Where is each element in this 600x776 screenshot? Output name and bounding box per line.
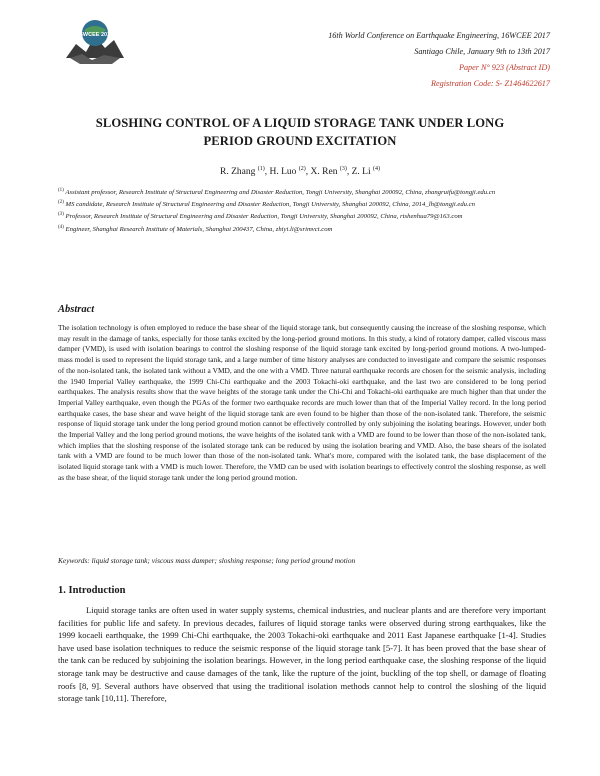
- author-mark: (4): [372, 166, 380, 172]
- affiliation-item: [58, 198, 545, 210]
- conference-header: [328, 28, 550, 92]
- keywords: Keywords: liquid storage tank; viscous mass damper; sloshing response; long period ground motion: [58, 556, 356, 565]
- affiliation-mark: (1): [58, 188, 64, 193]
- title-line-1: SLOSHING CONTROL OF A LIQUID STORAGE TANK UNDER LONG: [95, 116, 505, 130]
- affiliation-mark: (3): [58, 212, 64, 218]
- author-mark: (3): [339, 166, 347, 172]
- affiliation-text: Assistant professor, Research Institute of Structural Engineering and Disaster Reduction, Tongji University, Shanghai 200092, China, zhangruifu@tongji.edu.cn: [65, 189, 496, 197]
- paper-title: [60, 114, 540, 150]
- affiliation-text: Engineer, Shanghai Research Institute of Materials, Shanghai 200437, China, zhiyi.li@srimvct.com: [65, 225, 333, 233]
- author-name: Z. Li: [351, 167, 371, 178]
- introduction-body: Liquid storage tanks are often used in water supply systems, chemical industries, and nuclear plants and are therefore very important facilities for public life and safety. In previous decades, failures of liquid storage tanks were observed during strong earthquakes, like the 1999 kocaeli earthquake, the 1999 Chi-Chi earthquake, the 2003 Tokachi-oki earthquake and 2011 East Japanese earthquake [1-4]. Studies have used base isolation techniques to reduce the seismic response of the liquid storage tank [5-7]. It has been proved that the base shear of the tank can be reduced by subjoining the isolation bearings. However, in the long period earthquake case, the sloshing response of the liquid storage tank may be destructive and cause damages of the tank, like the rupture of the joint, buckling of the top shell, or damage of floating roofs [8, 9]. Several authors have observed that using the traditional isolation methods cannot help to control the sloshing of the liquid storage tank [10,11]. Therefore,: [58, 605, 546, 704]
- author-name: H. Luo: [269, 167, 297, 178]
- author-list: R. Zhang $^{(1)}$, H. Luo $^{(2)}$, X. Ren $^{(3)}$, Z. Li $^{(4)}$: [220, 166, 380, 178]
- conference-location: Santiago Chile, January 9th to 13th 2017: [414, 47, 550, 56]
- conference-logo: [62, 14, 128, 70]
- affiliation-text: MS candidate, Research Institute of Structural Engineering and Disaster Reduction, Tongji University, Shanghai 200092, China, 2014_lh@tongji.edu.cn: [65, 201, 475, 209]
- logo-text: 16WCEE 2017: [76, 32, 114, 38]
- affiliation-item: [58, 186, 545, 198]
- author-mark: (2): [298, 166, 306, 172]
- paper-number: Paper N° 923 (Abstract ID): [458, 63, 550, 72]
- affiliations: [58, 186, 545, 235]
- abstract-heading: Abstract: [58, 304, 95, 315]
- author-mark: (1): [257, 166, 265, 172]
- author-name: X. Ren: [310, 167, 338, 178]
- registration-code: Registration Code: S- Z1464622617: [431, 79, 550, 88]
- introduction-heading: 1. Introduction: [58, 585, 126, 596]
- affiliation-mark: (4): [58, 224, 64, 230]
- abstract-body: The isolation technology is often employed to reduce the base shear of the liquid storage tank, but consequently causing the increase of the sloshing response, which may result in the damage of tanks, especially for those tanks excited by the long-period ground motions. In this study, a kind of rotatory damper, called viscous mass damper (VMD), is used with isolation bearings to control the sloshing response of the liquid storage tank excited by long-period ground motions. A two-lumped-mass model is used to represent the liquid storage tank, and a large number of time history analyses are conducted to investigate and compare the seismic responses of the non-isolated tank, the isolated tank without a VMD, and the one with a VMD. Three natural earthquake records are chosen for the seismic analysis, including the 1940 Imperial Valley earthquake, the 1999 Chi-Chi earthquake and the 2003 Tokachi-oki earthquake, and the last two are considered to be long period earthquakes. The analysis results show that the wave heights of the storage tank under the Chi-Chi and Tokachi-oki earthquake are much higher than that under the Imperial Valley earthquake, even though the PGAs of the former two earthquake records are much lower than that of the Imperial Valley record. In the long period earthquake cases, the base shear and wave height of the liquid storage tank are even found to be higher than those of the non-isolated tank. Therefore, the seismic response of liquid storage tank under the long period ground motion cannot be effectively controlled by only subjoining the isolating bearings. However, under both the Imperial Valley and the long period ground motions, the wave heights of the isolated tank with a VMD are found to be lower than those of the non-isolated tank, which implies that the sloshing response of the isolated storage tank can be reduced by using the isolation bearing and VMD. Also, the base shears of the isolated tank with a VMD are found to be much lower than those of the non-isolated tank. What's more, compared with the isolated tank, the base displacement of the isolated liquid storage tank with a VMD is much lower. Therefore, the VMD can be used with isolation bearings to effectively control the sloshing response, as well as the base shear, of the liquid storage tank under the long period ground motion.: [58, 323, 546, 482]
- title-line-2: PERIOD GROUND EXCITATION: [203, 134, 397, 148]
- author-name: R. Zhang: [220, 167, 256, 178]
- affiliation-item: [58, 210, 545, 222]
- conference-name: 16th World Conference on Earthquake Engineering, 16WCEE 2017: [328, 31, 550, 40]
- affiliation-mark: (2): [58, 200, 64, 206]
- affiliation-item: [58, 223, 545, 235]
- affiliation-text: Professor, Research Institute of Structural Engineering and Disaster Reduction, Tongji University, Shanghai 200092, China, rtshenhua79@163.com: [65, 213, 463, 221]
